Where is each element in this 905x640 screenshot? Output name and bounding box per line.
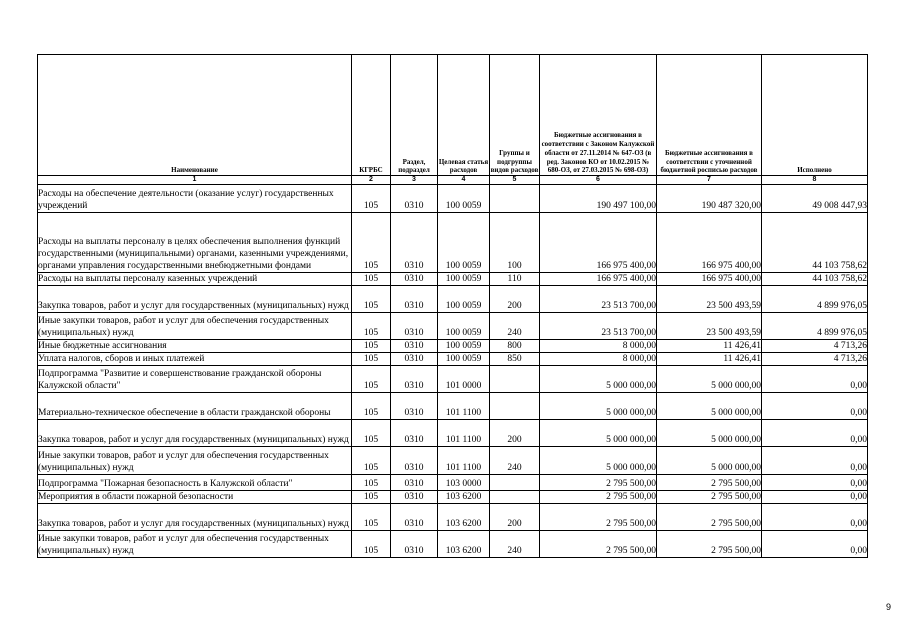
column-number-row [38,176,868,185]
row-name-cell: Закупка товаров, работ и услуг для государственных (муниципальных) нужд [38,286,352,313]
row-name-cell: Закупка товаров, работ и услуг для государственных (муниципальных) нужд [38,504,352,531]
row-kgrbs-cell: 105 [352,491,391,504]
row-executed-cell: 0,00 [762,366,868,393]
row-executed-cell: 44 103 758,62 [762,273,868,286]
row-assigned-refined-cell: 11 426,41 [657,353,762,366]
row-name-cell: Расходы на выплаты персоналу казенных учреждений [38,273,352,286]
row-executed-cell: 4 899 976,05 [762,313,868,340]
row-assigned-law-cell: 5 000 000,00 [540,447,657,475]
row-assigned-law-cell: 2 795 500,00 [540,531,657,558]
row-group-cell: 800 [490,340,540,353]
column-number: 7 [657,176,762,185]
row-section-cell: 0310 [391,353,438,366]
table-row [38,420,868,447]
row-name-cell: Иные бюджетные ассигнования [38,340,352,353]
header-target: Целевая статья расходов [438,55,490,176]
row-group-cell: 200 [490,504,540,531]
row-target-cell: 100 0059 [438,353,490,366]
row-group-cell [490,491,540,504]
header-row [38,55,868,176]
row-assigned-refined-cell: 11 426,41 [657,340,762,353]
row-name-cell: Закупка товаров, работ и услуг для государственных (муниципальных) нужд [38,420,352,447]
row-name-cell: Уплата налогов, сборов и иных платежей [38,353,352,366]
row-assigned-refined-cell: 166 975 400,00 [657,273,762,286]
header-section: Раздел, подраздел [391,55,438,176]
row-kgrbs-cell: 105 [352,273,391,286]
row-executed-cell: 0,00 [762,504,868,531]
row-section-cell: 0310 [391,273,438,286]
row-group-cell: 850 [490,353,540,366]
row-section-cell: 0310 [391,213,438,273]
header-kgrbs: КГРБС [352,55,391,176]
row-assigned-refined-cell: 5 000 000,00 [657,393,762,420]
table-row [38,393,868,420]
budget-table [37,54,868,558]
row-group-cell: 240 [490,313,540,340]
row-executed-cell: 0,00 [762,531,868,558]
row-assigned-law-cell: 166 975 400,00 [540,273,657,286]
row-target-cell: 101 1100 [438,420,490,447]
row-name-cell: Подпрограмма "Пожарная безопасность в Калужской области" [38,475,352,491]
row-assigned-refined-cell: 166 975 400,00 [657,213,762,273]
row-executed-cell: 4 713,26 [762,353,868,366]
row-group-cell: 200 [490,286,540,313]
table-row [38,353,868,366]
row-target-cell: 100 0059 [438,340,490,353]
table-row [38,185,868,213]
row-target-cell: 101 0000 [438,366,490,393]
row-assigned-refined-cell: 2 795 500,00 [657,475,762,491]
row-kgrbs-cell: 105 [352,475,391,491]
row-assigned-law-cell: 2 795 500,00 [540,491,657,504]
row-executed-cell: 44 103 758,62 [762,213,868,273]
row-assigned-refined-cell: 23 500 493,59 [657,286,762,313]
row-assigned-law-cell: 166 975 400,00 [540,213,657,273]
row-group-cell [490,366,540,393]
row-assigned-law-cell: 2 795 500,00 [540,475,657,491]
row-target-cell: 101 1100 [438,393,490,420]
page-number: 9 [886,602,892,612]
table-row [38,213,868,273]
table-row [38,273,868,286]
row-name-cell: Иные закупки товаров, работ и услуг для обеспечения государственных (муниципальных) нужд [38,313,352,340]
row-section-cell: 0310 [391,393,438,420]
row-kgrbs-cell: 105 [352,447,391,475]
table-row [38,366,868,393]
header-assigned-law: Бюджетные ассигнования в соответствии с Законом Калужской области от 27.11.2014 № 647-ОЗ (в ред. Законов КО от 10.02.2015 № 680-ОЗ, от 27.03.2015 № 698-ОЗ) [540,55,657,176]
row-section-cell: 0310 [391,447,438,475]
row-assigned-law-cell: 23 513 700,00 [540,286,657,313]
column-number: 8 [762,176,868,185]
row-name-cell: Подпрограмма "Развитие и совершенствование гражданской обороны Калужской области" [38,366,352,393]
row-group-cell: 240 [490,447,540,475]
row-section-cell: 0310 [391,366,438,393]
row-executed-cell: 0,00 [762,475,868,491]
row-target-cell: 100 0059 [438,213,490,273]
column-number: 3 [391,176,438,185]
row-kgrbs-cell: 105 [352,313,391,340]
table-row [38,475,868,491]
row-assigned-law-cell: 8 000,00 [540,353,657,366]
column-number: 2 [352,176,391,185]
row-section-cell: 0310 [391,475,438,491]
row-executed-cell: 49 008 447,93 [762,185,868,213]
row-group-cell [490,393,540,420]
row-name-cell: Материально-техническое обеспечение в области гражданской обороны [38,393,352,420]
row-name-cell: Иные закупки товаров, работ и услуг для обеспечения государственных (муниципальных) нужд [38,531,352,558]
row-name-cell: Мероприятия в области пожарной безопасности [38,491,352,504]
row-section-cell: 0310 [391,286,438,313]
row-executed-cell: 0,00 [762,420,868,447]
table-row [38,286,868,313]
row-executed-cell: 4 713,26 [762,340,868,353]
row-assigned-refined-cell: 190 487 320,00 [657,185,762,213]
row-group-cell: 200 [490,420,540,447]
row-kgrbs-cell: 105 [352,420,391,447]
row-target-cell: 100 0059 [438,286,490,313]
row-target-cell: 103 6200 [438,531,490,558]
row-assigned-refined-cell: 5 000 000,00 [657,447,762,475]
row-assigned-refined-cell: 5 000 000,00 [657,366,762,393]
row-kgrbs-cell: 105 [352,531,391,558]
row-assigned-law-cell: 5 000 000,00 [540,420,657,447]
row-target-cell: 103 6200 [438,504,490,531]
header-assigned-refined: Бюджетные ассигнования в соответствии с уточненной бюджетной росписью расходов [657,55,762,176]
row-assigned-refined-cell: 23 500 493,59 [657,313,762,340]
row-assigned-law-cell: 23 513 700,00 [540,313,657,340]
row-name-cell: Расходы на выплаты персоналу в целях обеспечения выполнения функций государственными (муниципальными) органами, казенными учреждениями, органами управления государственными внебюджетными фондами [38,213,352,273]
row-assigned-law-cell: 5 000 000,00 [540,366,657,393]
header-groups: Группы и подгруппы видов расходов [490,55,540,176]
row-target-cell: 101 1100 [438,447,490,475]
row-section-cell: 0310 [391,504,438,531]
row-name-cell: Расходы на обеспечение деятельности (оказание услуг) государственных учреждений [38,185,352,213]
row-executed-cell: 0,00 [762,447,868,475]
row-group-cell [490,185,540,213]
row-target-cell: 100 0059 [438,273,490,286]
row-kgrbs-cell: 105 [352,504,391,531]
row-section-cell: 0310 [391,185,438,213]
table-row [38,340,868,353]
row-kgrbs-cell: 105 [352,366,391,393]
row-assigned-law-cell: 5 000 000,00 [540,393,657,420]
row-name-cell: Иные закупки товаров, работ и услуг для обеспечения государственных (муниципальных) нужд [38,447,352,475]
row-executed-cell: 0,00 [762,393,868,420]
row-section-cell: 0310 [391,420,438,447]
row-kgrbs-cell: 105 [352,340,391,353]
row-target-cell: 103 0000 [438,475,490,491]
row-assigned-refined-cell: 5 000 000,00 [657,420,762,447]
header-name: Наименование [38,55,352,176]
row-assigned-law-cell: 8 000,00 [540,340,657,353]
row-section-cell: 0310 [391,340,438,353]
row-section-cell: 0310 [391,313,438,340]
row-assigned-law-cell: 190 497 100,00 [540,185,657,213]
table-row [38,313,868,340]
row-section-cell: 0310 [391,491,438,504]
table-row [38,504,868,531]
row-assigned-law-cell: 2 795 500,00 [540,504,657,531]
row-kgrbs-cell: 105 [352,213,391,273]
row-group-cell: 100 [490,213,540,273]
column-number: 1 [38,176,352,185]
column-number: 4 [438,176,490,185]
table-body [38,185,868,558]
column-number: 6 [540,176,657,185]
row-target-cell: 100 0059 [438,185,490,213]
row-kgrbs-cell: 105 [352,393,391,420]
row-kgrbs-cell: 105 [352,286,391,313]
row-group-cell [490,475,540,491]
row-section-cell: 0310 [391,531,438,558]
row-group-cell: 240 [490,531,540,558]
header-executed: Исполнено [762,55,868,176]
row-kgrbs-cell: 105 [352,185,391,213]
table-row [38,491,868,504]
row-assigned-refined-cell: 2 795 500,00 [657,491,762,504]
row-assigned-refined-cell: 2 795 500,00 [657,531,762,558]
row-group-cell: 110 [490,273,540,286]
table-row [38,447,868,475]
column-number: 5 [490,176,540,185]
row-executed-cell: 4 899 976,05 [762,286,868,313]
row-executed-cell: 0,00 [762,491,868,504]
row-target-cell: 103 6200 [438,491,490,504]
table-row [38,531,868,558]
row-assigned-refined-cell: 2 795 500,00 [657,504,762,531]
row-target-cell: 100 0059 [438,313,490,340]
row-kgrbs-cell: 105 [352,353,391,366]
